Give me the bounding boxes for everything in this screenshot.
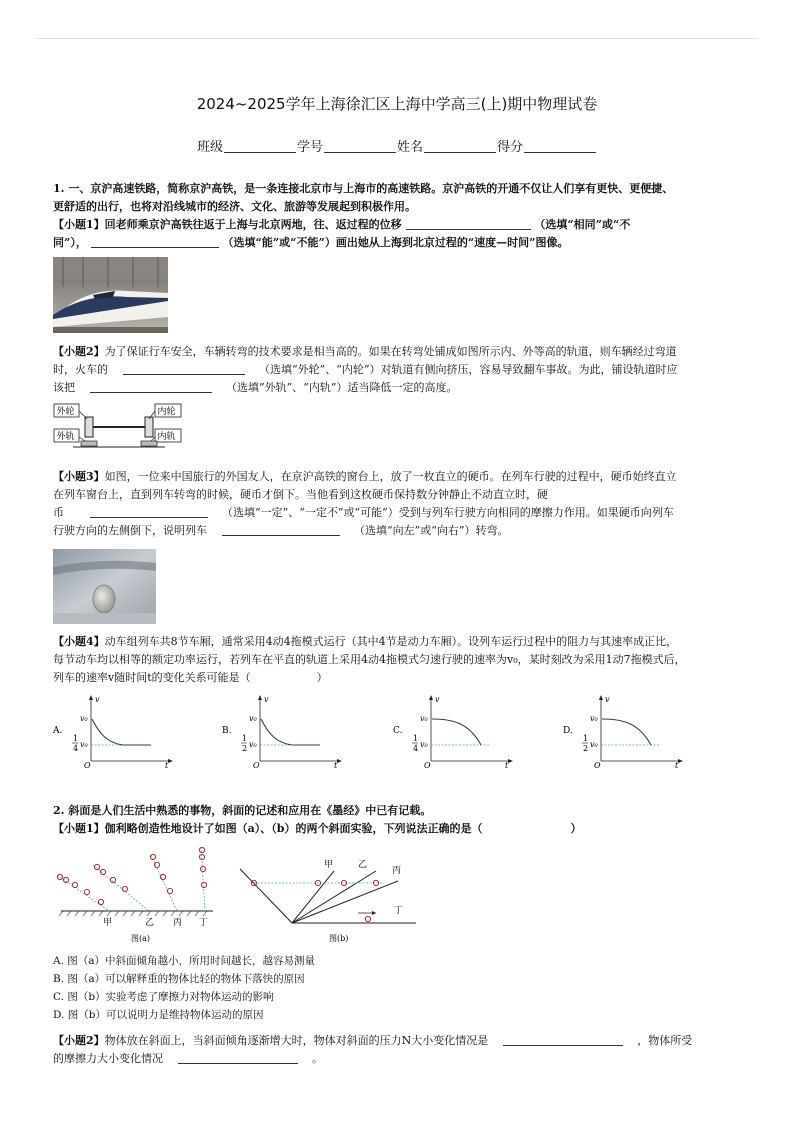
figure-b: [236, 855, 421, 945]
fraction-numerator: 1: [73, 734, 79, 743]
name-label: 姓名: [397, 140, 424, 155]
t-axis-arrow: [337, 759, 342, 763]
fraction-denominator: 4: [73, 744, 79, 753]
q2-option-a[interactable]: A. 图（a）中斜面倾角越小，所用时间越长，越容易测量: [53, 955, 316, 967]
fraction-numerator: 1: [413, 734, 419, 743]
q1-sub1-tag: 【小题1】: [53, 218, 105, 231]
fig-a-label-ding: 丁: [199, 918, 209, 928]
v0-label: v₀: [420, 714, 428, 723]
q2-options: [53, 952, 743, 1024]
t-axis-arrow: [678, 759, 683, 763]
v0-label: v₀: [590, 714, 598, 723]
inner-wheel-label: 内轮: [157, 407, 176, 417]
q2-option-d[interactable]: D. 图（b）可以说明力是维持物体运动的原因: [53, 1009, 264, 1021]
page-title: 2024~2025学年上海徐汇区上海中学高三(上)期中物理试卷: [196, 95, 598, 113]
q1-sub3-text-e: 行驶方向的左侧倒下，说明列车: [53, 524, 207, 537]
q1-sub1-blank1[interactable]: [406, 217, 531, 230]
number-field[interactable]: [324, 152, 396, 153]
v-axis-label: v: [95, 695, 100, 704]
q2-intro: 2. 斜面是人们生活中熟悉的事物，斜面的记述和应用在《墨经》中已有记载。: [53, 804, 432, 817]
q1-sub2-text-e: （选填“外轨”、“内轨”）适当降低一定的高度。: [226, 381, 458, 394]
v0-label: v₀: [80, 714, 88, 723]
q2-sub2-text-b: ，物体所受: [637, 1034, 693, 1047]
q1-intro-line1: 1. 一、京沪高速铁路，简称京沪高铁，是一条连接北京市与上海市的高速铁路。京沪高铁的开通不仅让人们享有更快、更便捷、: [53, 182, 674, 195]
q1-intro-line2: 更舒适的出行，也将对沿线城市的经济、文化、旅游等发展起到积极作用。: [53, 200, 416, 213]
vt-graph-option-b[interactable]: [222, 693, 342, 772]
vt-graph-option-c[interactable]: [393, 693, 513, 772]
origin-label: O: [594, 761, 601, 768]
q1-sub1-text-d: （选填“能”或“不能”）画出她从上海到北京过程的“速度—时间”图像。: [222, 236, 569, 249]
q1-sub3-text-f: （选填“向左”或“向右”）转弯。: [354, 524, 509, 537]
q2-sub1-tag: 【小题1】: [53, 822, 105, 835]
q1-sub2-line3: [53, 379, 743, 397]
fig-a-label-bing: 丙: [173, 918, 183, 928]
number-label: 学号: [296, 140, 323, 155]
q1-sub3-line2: [53, 486, 743, 504]
inner-rail-label: 内轨: [157, 432, 176, 442]
option-letter: B.: [222, 726, 232, 736]
fraction-denominator: 4: [413, 744, 419, 753]
score-label: 得分: [497, 140, 524, 155]
frac-v0-label: v₀: [590, 740, 598, 749]
velocity-curve: [432, 719, 481, 745]
v-axis-arrow: [89, 695, 93, 700]
q1-sub3-tag: 【小题3】: [53, 470, 105, 483]
q1-sub1-line2: [53, 234, 743, 252]
info-bar: [0, 136, 794, 155]
q1-sub2-text-b: 时，火车的: [53, 363, 108, 376]
t-axis-arrow: [168, 759, 173, 763]
option-letter: D.: [563, 726, 573, 736]
q1-sub4-line3: 列车的速率v随时间t的变化关系可能是（ ）: [53, 671, 328, 684]
score-field[interactable]: [524, 152, 596, 153]
t-axis-label: t: [165, 761, 169, 768]
fig-b-label-jia: 甲: [324, 860, 334, 870]
q1-sub1-text-b: （选填“相同”或“不: [534, 218, 631, 231]
q2-option-c[interactable]: C. 图（b）实验考虑了摩擦力对物体运动的影响: [53, 991, 274, 1003]
train-photo: [53, 257, 168, 333]
q1-sub3-line4: [53, 522, 743, 540]
q1-sub3: [53, 468, 743, 540]
q1-sub2-tag: 【小题2】: [53, 345, 105, 358]
vt-graph-option-a[interactable]: [53, 693, 173, 772]
t-axis-label: t: [505, 761, 509, 768]
q1-sub4-tag: 【小题4】: [53, 635, 105, 648]
frac-v0-label: v₀: [249, 740, 257, 749]
q2-sub2-line1: [53, 1032, 743, 1050]
origin-label: O: [253, 761, 260, 768]
q1-intro: [53, 180, 743, 252]
q2-sub2-blank2[interactable]: [178, 1051, 298, 1064]
q2-sub2-line2: [53, 1050, 743, 1068]
fig-b-label-bing: 丙: [392, 866, 402, 876]
q2-sub2: [53, 1032, 743, 1068]
q1-sub2-blank2[interactable]: [90, 380, 212, 393]
name-field[interactable]: [424, 152, 496, 153]
q1-sub3-text-a: 如图，一位来中国旅行的外国友人，在京沪高铁的窗台上，放了一枚直立的硬币。在列车行驶的过程中，硬币始终直立: [104, 470, 677, 483]
velocity-curve: [602, 719, 651, 745]
q1-sub3-blank2[interactable]: [222, 523, 340, 536]
track-diagram: [53, 401, 183, 451]
coin-photo: [53, 549, 156, 624]
q1-sub2-text-a: 为了保证行车安全，车辆转弯的技术要求是相当高的。如果在转弯处铺成如图所示内、外等高的轨道，则车辆经过弯道: [104, 345, 677, 358]
q1-sub2-line1: [53, 343, 743, 361]
class-label: 班级: [196, 140, 223, 155]
v-axis-label: v: [605, 695, 610, 704]
q1-sub2-text-c: （选填“外轮”、“内轮”）对轨道有侧向挤压，容易导致翻车事故。为此，铺设轨道时应: [259, 363, 678, 376]
fraction-numerator: 1: [583, 734, 589, 743]
outer-rail-label: 外轨: [56, 432, 75, 442]
v-axis-label: v: [264, 695, 269, 704]
frac-v0-label: v₀: [420, 740, 428, 749]
q2-sub2-text-d: 。: [312, 1052, 323, 1065]
v0-label: v₀: [249, 714, 257, 723]
fig-b-caption: 图(b): [329, 934, 349, 943]
header-rule: [36, 38, 758, 39]
q1-sub1-line1: [53, 216, 743, 234]
fraction-numerator: 1: [242, 734, 248, 743]
q2-sub1-line: [53, 820, 743, 838]
q1-sub3-text-c: 币: [53, 506, 64, 519]
q1-sub3-text-d: （选填“一定”、“一定不”或“可能”）受到与列车行驶方向相同的摩擦力作用。如果硬币向列车: [222, 506, 674, 519]
class-field[interactable]: [224, 152, 296, 153]
v-axis-label: v: [435, 695, 440, 704]
t-axis-label: t: [675, 761, 679, 768]
q2-option-b[interactable]: B. 图（a）可以解释重的物体比轻的物体下落快的原因: [53, 973, 305, 985]
q1-sub1-text-a: 回老师乘京沪高铁往返于上海与北京两地，往、返过程的位移: [104, 218, 402, 231]
q2-header: [53, 802, 743, 838]
velocity-curve: [92, 719, 151, 745]
outer-wheel-label: 外轮: [56, 407, 75, 417]
fig-a-label-yi: 乙: [145, 918, 155, 928]
q1-sub3-text-b: 在列车窗台上，直到列车转弯的时候，硬币才倒下。当他看到这枚硬币保持数分钟静止不动直立时，硬: [53, 488, 548, 501]
t-axis-label: t: [334, 761, 338, 768]
q1-sub4-text-a: 动车组列车共8节车厢，通常采用4动4拖模式运行（其中4节是动力车厢）。设列车运行过程中的阻力与其速率成正比，: [104, 635, 678, 648]
q1-sub2-blank1[interactable]: [123, 362, 245, 375]
v-axis-arrow: [258, 695, 262, 700]
q1-sub3-blank1[interactable]: [90, 505, 208, 518]
q1-sub2-text-d: 该把: [53, 381, 75, 394]
q1-sub4-line2: 每节动车均以相等的额定功率运行，若列车在平直的轨道上采用4动4拖模式匀速行驶的速率为v₀，某时刻改为采用1动7拖模式后，: [53, 653, 686, 666]
origin-label: O: [84, 761, 91, 768]
v-axis-arrow: [599, 695, 603, 700]
q1-sub2: [53, 343, 743, 397]
frac-v0-label: v₀: [80, 740, 88, 749]
q2-sub2-blank1[interactable]: [503, 1033, 623, 1046]
q2-sub2-text-c: 的摩擦力大小变化情况: [53, 1052, 163, 1065]
vt-graph-option-d[interactable]: [563, 693, 683, 772]
fig-a-caption: 图(a): [131, 934, 151, 943]
t-axis-arrow: [508, 759, 513, 763]
q2-sub2-text-a: 物体放在斜面上，当斜面倾角逐渐增大时，物体对斜面的压力N大小变化情况是: [104, 1034, 489, 1047]
q1-sub4-line1: [53, 633, 743, 651]
q1-sub3-line3: [53, 504, 743, 522]
fig-b-label-yi: 乙: [358, 860, 368, 870]
q2-sub1-text: 伽利略创造性地设计了如图（a）、（b）的两个斜面实验，下列说法正确的是（ ）: [104, 822, 582, 835]
q1-sub1-blank2[interactable]: [91, 235, 219, 248]
figure-a: [53, 845, 223, 945]
fraction-denominator: 2: [583, 744, 589, 753]
q1-sub4: [53, 633, 743, 687]
q2-sub2-tag: 【小题2】: [53, 1034, 105, 1047]
option-letter: A.: [53, 726, 63, 736]
fig-b-label-ding: 丁: [394, 906, 404, 916]
fraction-denominator: 2: [242, 744, 248, 753]
q1-sub2-line2: [53, 361, 743, 379]
v-axis-arrow: [429, 695, 433, 700]
fig-a-label-jia: 甲: [103, 918, 113, 928]
option-letter: C.: [393, 726, 403, 736]
q1-sub1-text-c: 同”），: [53, 236, 87, 249]
origin-label: O: [424, 761, 431, 768]
velocity-curve: [261, 719, 320, 745]
q1-sub3-line1: [53, 468, 743, 486]
